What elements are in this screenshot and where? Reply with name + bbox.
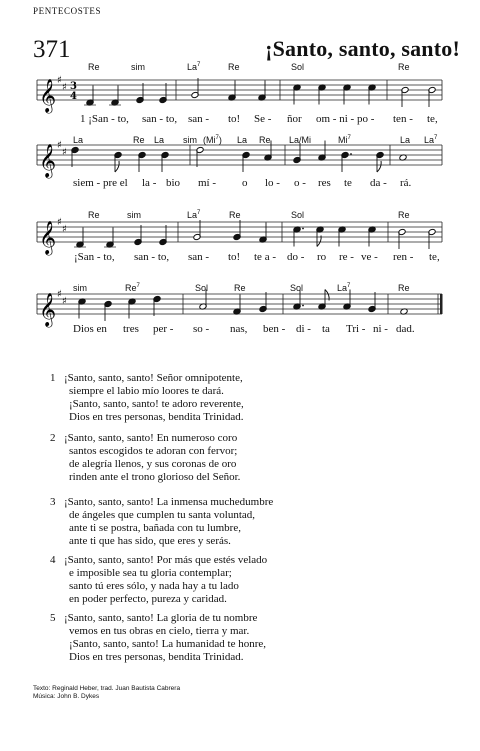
chord-symbol: La bbox=[154, 135, 165, 145]
chord-symbol: Re bbox=[398, 283, 410, 293]
lyric-syllable: res bbox=[318, 177, 331, 189]
lyric-syllable: san - to, bbox=[142, 113, 178, 125]
chord-symbol: sim bbox=[127, 210, 141, 220]
treble-clef-icon: 𝄞 bbox=[39, 292, 57, 326]
sharp-icon: ♯ bbox=[62, 296, 67, 307]
note bbox=[109, 86, 121, 107]
note bbox=[293, 84, 301, 105]
note bbox=[191, 78, 199, 99]
chord-symbol: La/Mi bbox=[289, 135, 312, 145]
stanza-number: 2 bbox=[50, 432, 56, 444]
note bbox=[341, 151, 352, 172]
chord-symbol: La$^7$ bbox=[337, 283, 351, 293]
stanza-line: santos escogidos te adoran con fervor; bbox=[69, 445, 238, 457]
credits bbox=[33, 685, 180, 701]
lyric-syllable: ni - bbox=[373, 323, 388, 335]
lyric-syllable: nas, bbox=[230, 323, 248, 335]
lyric-syllable: o - bbox=[294, 177, 306, 189]
note bbox=[233, 295, 241, 316]
note bbox=[196, 146, 204, 167]
stanza-line: ¡Santo, santo, santo! Señor omnipotente, bbox=[64, 372, 243, 384]
section-heading: PENTECOSTES bbox=[33, 6, 102, 16]
note bbox=[338, 226, 346, 247]
note bbox=[259, 223, 267, 244]
note bbox=[368, 84, 376, 105]
lyric-syllable: om - ni - po - bbox=[316, 113, 375, 125]
chord-symbol: La$^7$ bbox=[187, 62, 201, 72]
stanza-line: vemos en tus obras en cielo, tierra y mar. bbox=[69, 625, 250, 637]
chord-symbol: sim bbox=[131, 62, 145, 72]
stanza-line: ante ti se postra, bañada con tu lumbre, bbox=[69, 522, 241, 534]
lyric-syllable: san - bbox=[188, 113, 210, 125]
note bbox=[228, 81, 236, 102]
stanza-number: 3 bbox=[50, 496, 56, 508]
credit-text: Texto: Reginald Heber, trad. Juan Bautista Cabrera bbox=[33, 685, 181, 692]
chord-symbol: Re bbox=[229, 210, 241, 220]
stanza-line: Dios en tres personas, bendita Trinidad. bbox=[69, 651, 244, 663]
chord-symbol: Sol bbox=[195, 283, 209, 293]
lyric-syllable: te a - bbox=[254, 251, 276, 263]
chord-symbol: Sol bbox=[291, 210, 305, 220]
lyric-syllable: ben - bbox=[263, 323, 286, 335]
note bbox=[104, 300, 112, 321]
lyric-syllable: ren - bbox=[393, 251, 414, 263]
stanza-line: en poder perfecto, pureza y caridad. bbox=[69, 593, 227, 605]
chord-symbol: Mi$^7$ bbox=[338, 135, 351, 145]
stanza-line: santo tú eres sólo, y nada hay a tu lado bbox=[69, 580, 239, 592]
stanza-line: ¡Santo, santo, santo! te adoro reverente, bbox=[69, 398, 244, 410]
lyric-syllable: te bbox=[344, 177, 352, 189]
lyric-syllable: tres bbox=[123, 323, 139, 335]
lyric-syllable: te, bbox=[429, 251, 440, 263]
note bbox=[136, 83, 144, 104]
stanza-line: ¡Santo, santo, santo! Por más que estés velado bbox=[64, 554, 268, 566]
note bbox=[159, 225, 167, 246]
treble-clef-icon: 𝄞 bbox=[39, 220, 57, 254]
lyric-syllable: Dios en bbox=[73, 323, 107, 335]
sharp-icon: ♯ bbox=[57, 75, 62, 86]
note bbox=[343, 84, 351, 105]
chord-symbol: Re$^7$ bbox=[125, 283, 140, 293]
note bbox=[161, 151, 169, 172]
note bbox=[293, 226, 304, 247]
stanza bbox=[50, 372, 244, 424]
chord-symbol: sim bbox=[73, 283, 87, 293]
note bbox=[138, 151, 146, 172]
hymn-number: 371 bbox=[33, 36, 71, 63]
note bbox=[318, 141, 326, 162]
note bbox=[153, 295, 161, 316]
note bbox=[316, 226, 324, 247]
lyric-syllable: la - bbox=[142, 177, 157, 189]
note bbox=[368, 292, 376, 313]
note bbox=[258, 81, 266, 102]
note bbox=[134, 225, 142, 246]
lyric-syllable: o bbox=[242, 177, 248, 189]
stanza-number: 4 bbox=[50, 554, 56, 566]
lyric-syllable: ve - bbox=[361, 251, 378, 263]
chord-symbol: Re bbox=[88, 62, 100, 72]
lyric-syllable: do - bbox=[287, 251, 305, 263]
note bbox=[193, 220, 201, 241]
sharp-icon: ♯ bbox=[62, 147, 67, 158]
chord-symbol: (Mi$^7$) bbox=[203, 135, 222, 145]
lyric-syllable: san - to, bbox=[134, 251, 170, 263]
chord-symbol: La bbox=[73, 135, 84, 145]
time-signature-top: 3 bbox=[70, 81, 77, 92]
lyric-syllable: te, bbox=[427, 113, 438, 125]
chord-symbol: La$^7$ bbox=[424, 135, 438, 145]
lyric-syllable: da - bbox=[370, 177, 387, 189]
sharp-icon: ♯ bbox=[62, 82, 67, 93]
chord-symbol: Re bbox=[228, 62, 240, 72]
lyric-syllable: san - bbox=[188, 251, 210, 263]
treble-clef-icon: 𝄞 bbox=[39, 143, 57, 177]
lyric-syllable: siem - pre el bbox=[73, 177, 128, 189]
sharp-icon: ♯ bbox=[57, 217, 62, 228]
chord-symbol: La bbox=[400, 135, 411, 145]
note bbox=[104, 228, 116, 249]
chord-symbol: Sol bbox=[290, 283, 304, 293]
lyric-syllable: ¡San - to, bbox=[74, 251, 115, 263]
stanza-line: e imposible sea tu gloria contemplar; bbox=[69, 567, 232, 579]
stanza bbox=[50, 432, 241, 484]
lyric-syllable: 1 ¡San - to, bbox=[80, 113, 129, 125]
stanza-number: 1 bbox=[50, 372, 56, 384]
stanza-line: de ángeles que cumplen tu santa voluntad, bbox=[69, 509, 256, 521]
lyric-syllable: to! bbox=[228, 113, 241, 125]
stanza-line: Dios en tres personas, bendita Trinidad. bbox=[69, 411, 244, 423]
sharp-icon: ♯ bbox=[57, 289, 62, 300]
chord-symbol: Sol bbox=[291, 62, 305, 72]
lyric-syllable: lo - bbox=[265, 177, 280, 189]
lyric-syllable: Tri - bbox=[346, 323, 366, 335]
note bbox=[318, 84, 326, 105]
lyric-syllable: ro bbox=[317, 251, 327, 263]
note bbox=[242, 151, 250, 172]
note bbox=[401, 86, 409, 107]
stanza-line: ¡Santo, santo, santo! La inmensa muchedumbre bbox=[64, 496, 274, 508]
note bbox=[398, 228, 406, 249]
sharp-icon: ♯ bbox=[62, 224, 67, 235]
hymn-title: ¡Santo, santo, santo! bbox=[265, 36, 460, 61]
lyric-syllable: dad. bbox=[396, 323, 415, 335]
note bbox=[428, 228, 436, 249]
stanza-line: siempre el labio mío loores te dará. bbox=[69, 385, 224, 397]
chord-symbol: Re bbox=[398, 210, 410, 220]
note bbox=[114, 151, 122, 172]
final-barline-thick bbox=[440, 294, 443, 314]
treble-clef-icon: 𝄞 bbox=[39, 78, 57, 112]
chord-symbol: Re bbox=[398, 62, 410, 72]
lyric-syllable: ñor bbox=[287, 113, 302, 125]
note bbox=[376, 151, 384, 172]
lyric-syllable: re - bbox=[339, 251, 354, 263]
lyric-syllable: rá. bbox=[400, 177, 412, 189]
chord-symbol: Re bbox=[133, 135, 145, 145]
note bbox=[159, 83, 167, 104]
stanza bbox=[50, 612, 267, 664]
lyric-syllable: to! bbox=[228, 251, 241, 263]
sharp-icon: ♯ bbox=[57, 140, 62, 151]
stanza bbox=[50, 496, 274, 548]
stanza bbox=[50, 554, 268, 606]
chord-symbol: Re bbox=[88, 210, 100, 220]
note bbox=[84, 86, 96, 107]
chord-symbol: Re bbox=[259, 135, 271, 145]
lyric-syllable: Se - bbox=[254, 113, 272, 125]
note bbox=[74, 228, 86, 249]
note bbox=[259, 292, 267, 313]
lyric-syllable: ten - bbox=[393, 113, 413, 125]
credit-music: Música: John B. Dykes bbox=[33, 693, 100, 700]
stanza-line: de alegría llenos, y sus coronas de oro bbox=[69, 458, 237, 470]
stanza-line: rinden ante el trono glorioso del Señor. bbox=[69, 471, 241, 483]
note bbox=[78, 298, 86, 319]
chord-symbol: Re bbox=[234, 283, 246, 293]
lyric-syllable: di - bbox=[296, 323, 311, 335]
chord-symbol: sim bbox=[183, 135, 197, 145]
stanza-line: ¡Santo, santo, santo! La humanidad te honre, bbox=[69, 638, 267, 650]
stanza-line: ¡Santo, santo, santo! La gloria de tu nombre bbox=[64, 612, 258, 624]
note bbox=[318, 290, 329, 311]
chord-symbol: La bbox=[237, 135, 248, 145]
note bbox=[233, 220, 241, 241]
lyric-syllable: bio bbox=[166, 177, 181, 189]
chord-symbol: La$^7$ bbox=[187, 210, 201, 220]
lyric-syllable: per - bbox=[153, 323, 174, 335]
lyric-syllable: so - bbox=[193, 323, 210, 335]
time-signature-bottom: 4 bbox=[70, 91, 77, 102]
note bbox=[71, 146, 79, 167]
note bbox=[128, 298, 136, 319]
note bbox=[428, 86, 436, 107]
stanza-line: ante ti que has sido, que eres y serás. bbox=[69, 535, 231, 547]
note bbox=[368, 226, 376, 247]
note bbox=[293, 143, 301, 164]
stanza-number: 5 bbox=[50, 612, 56, 624]
lyric-syllable: ta bbox=[322, 323, 330, 335]
lyric-syllable: mí - bbox=[198, 177, 217, 189]
stanza-line: ¡Santo, santo, santo! En numeroso coro bbox=[64, 432, 238, 444]
